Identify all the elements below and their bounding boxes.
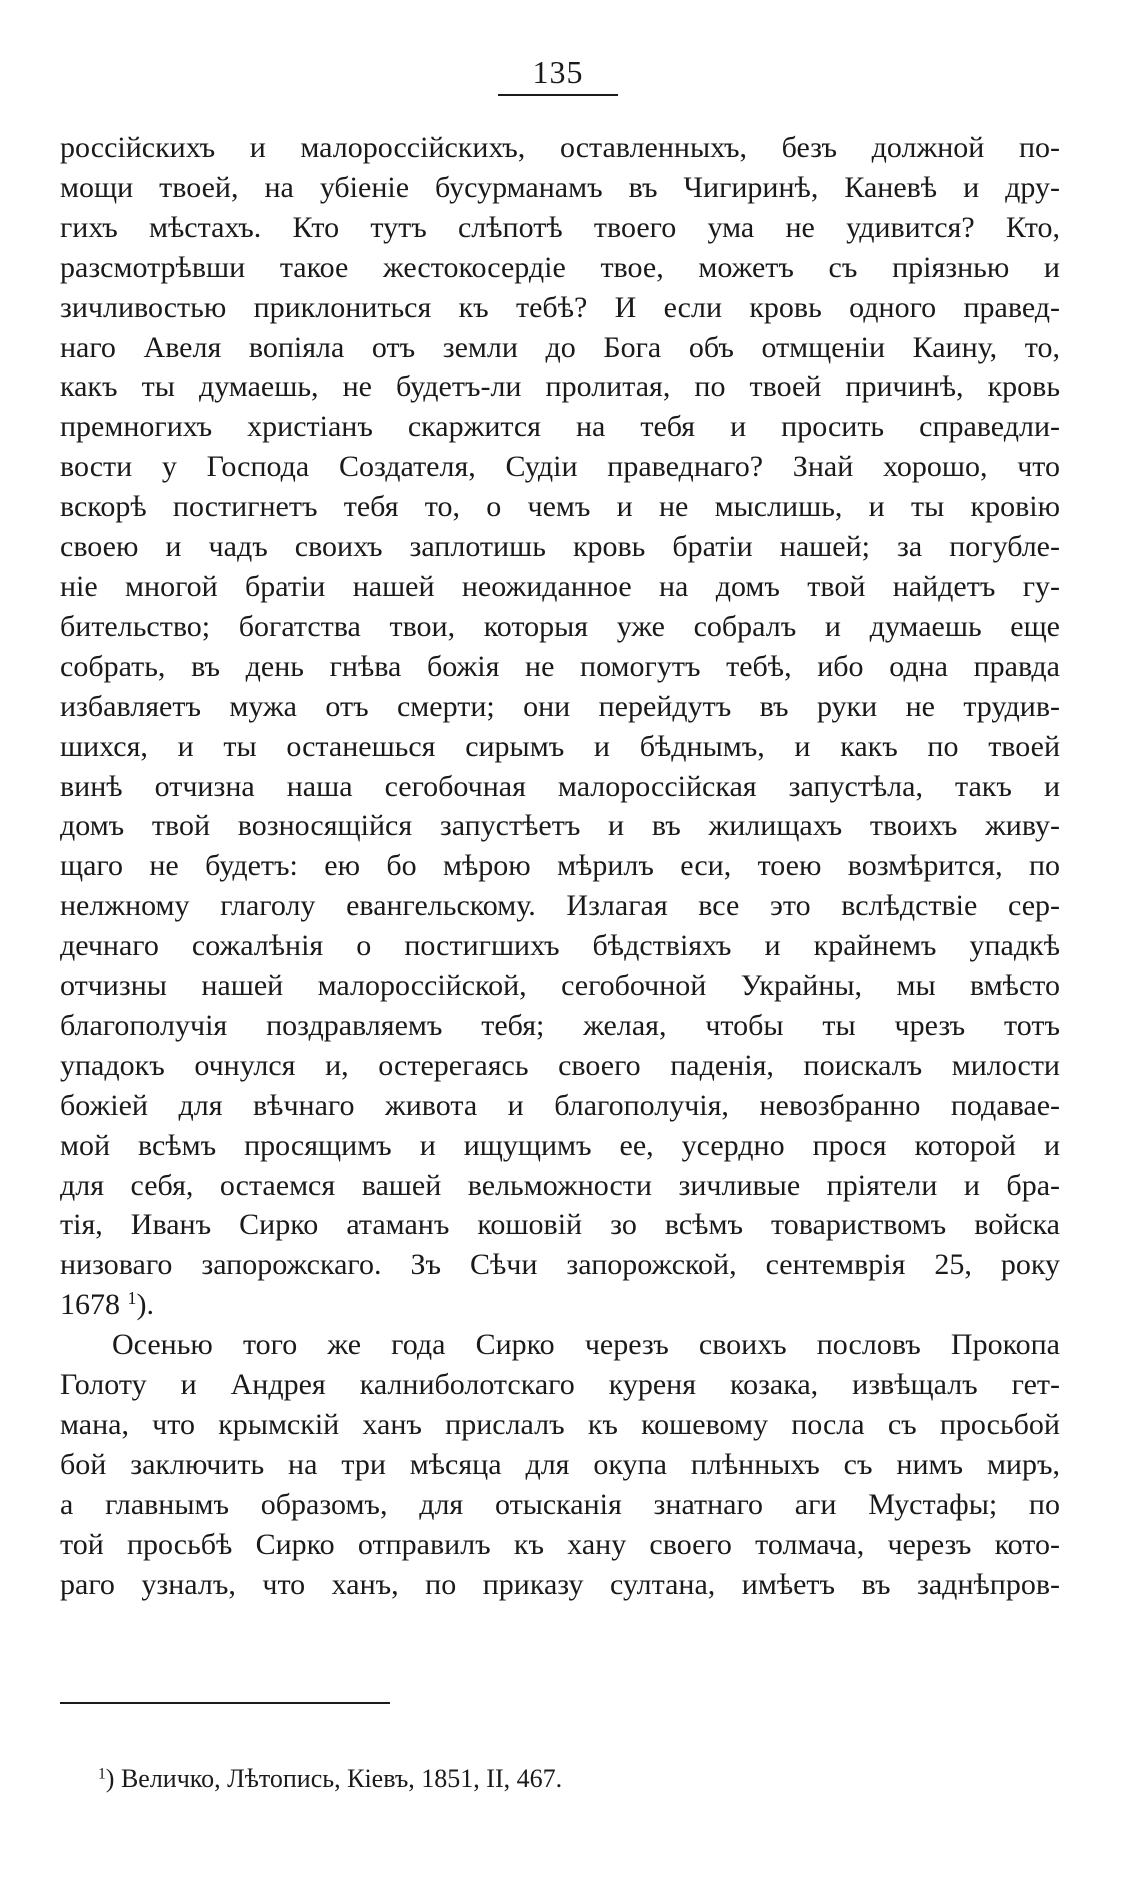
footnote-marker: 1 [98, 1765, 106, 1783]
text-line: тія, Иванъ Сирко атаманъ кошовій зо всѣмъ товариствомъ войска [60, 1208, 1060, 1242]
text-line: той просьбѣ Сирко отправилъ къ хану своего толмача, черезъ кото- [60, 1527, 1060, 1561]
text-line-final [60, 1285, 1060, 1325]
text-line: Голоту и Андрея калниболотскаго куреня козака, извѣщалъ гет- [60, 1368, 1060, 1402]
text-line: благополучія поздравляемъ тебя; желая, чтобы ты чрезъ тотъ [60, 1008, 1060, 1042]
text-line: упадокъ очнулся и, остерегаясь своего паденія, поискалъ милости [60, 1048, 1060, 1082]
text-line: избавляетъ мужа отъ смерти; они перейдутъ въ руки не трудив- [60, 689, 1060, 723]
footnote [98, 1762, 562, 1796]
text-line: а главнымъ образомъ, для отысканія знатнаго аги Мустафы; по [60, 1487, 1060, 1521]
page-number: 135 [532, 54, 584, 90]
text-line: божіей для вѣчнаго живота и благополучія, невозбранно подавае- [60, 1088, 1060, 1122]
text-line: дечнаго сожалѣнія о постигшихъ бѣдствіяхъ и крайнемъ упадкѣ [60, 929, 1060, 963]
text-line: своею и чадъ своихъ заплотишь кровь братіи нашей; за погубле- [60, 530, 1060, 564]
text-line: мана, что крымскій ханъ прислалъ къ кошевому посла съ просьбой [60, 1408, 1060, 1441]
text-line: винѣ отчизна наша сегобочная малороссійская запустѣла, такъ и [60, 769, 1060, 803]
text-line: ніе многой братіи нашей неожиданное на домъ твой найдетъ гу- [60, 569, 1060, 603]
text-line: отчизны нашей малороссійской, сегобочной Украйны, мы вмѣсто [60, 969, 1060, 1003]
text-line: Осенью того же года Сирко черезъ своихъ пословъ Прокопа [112, 1328, 1060, 1362]
paragraph-2 [60, 1325, 1060, 1604]
text-line: зичливостью приклониться къ тебѣ? И если кровь одного правед- [60, 290, 1060, 324]
paragraph-1 [60, 128, 1060, 1325]
footnote-rule [60, 1702, 390, 1704]
text-line: вости у Господа Создателя, Судіи праведнаго? Знай хорошо, что [60, 450, 1060, 484]
footnote-reference: 1 [127, 1288, 137, 1309]
text-line: для себя, остаемся вашей вельможности зичливые пріятели и бра- [60, 1168, 1060, 1202]
text-line: премногихъ христіанъ скаржится на тебя и просить справедли- [60, 410, 1060, 444]
text-line: гихъ мѣстахъ. Кто тутъ слѣпотѣ твоего ума не удивится? Кто, [60, 210, 1060, 244]
text-line: домъ твой возносящійся запустѣетъ и въ жилищахъ твоихъ живу- [60, 809, 1060, 843]
text-line: собрать, въ день гнѣва божія не помогутъ тебѣ, ибо одна правда [60, 649, 1060, 683]
text-line: наго Авеля вопіяла отъ земли до Бога объ отмщеніи Каину, то, [60, 330, 1060, 364]
text-line: мой всѣмъ просящимъ и ищущимъ ее, усердно прося которой и [60, 1128, 1060, 1162]
body-text [60, 128, 1060, 1605]
text-line: шихся, и ты останешься сирымъ и бѣднымъ, и какъ по твоей [60, 729, 1060, 763]
text-line: россійскихъ и малороссійскихъ, оставленныхъ, безъ должной по- [60, 131, 1060, 164]
text-line: вскорѣ постигнетъ тебя то, о чемъ и не мыслишь, и ты кровію [60, 490, 1060, 524]
text-line: щаго не будетъ: ею бо мѣрою мѣрилъ еси, тоею возмѣрится, по [60, 849, 1060, 883]
text-line: какъ ты думаешь, не будетъ-ли пролитая, по твоей причинѣ, кровь [60, 370, 1060, 404]
year-text: 1678 [60, 1288, 120, 1322]
text-line: нелжному глаголу евангельскому. Излагая все это вслѣдствіе сер- [60, 889, 1060, 923]
text-line: раго узналъ, что ханъ, по приказу султана, имѣетъ въ заднѣпров- [60, 1567, 1060, 1601]
text-line: бой заключить на три мѣсяца для окупа плѣнныхъ съ нимъ миръ, [60, 1447, 1060, 1481]
footnote-text: ) Величко, Лѣтопись, Кіевъ, 1851, II, 467. [105, 1764, 563, 1793]
closing-punctuation: ). [136, 1288, 154, 1322]
text-line: разсмотрѣвши такое жестокосердіе твое, можетъ съ пріязнью и [60, 250, 1060, 284]
page-number-rule [498, 94, 618, 96]
text-line: бительство; богатства твои, которыя уже собралъ и думаешь еще [60, 609, 1060, 643]
text-line: мощи твоей, на убіеніе бусурманамъ въ Чигиринѣ, Каневѣ и дру- [60, 170, 1060, 204]
text-line: низоваго запорожскаго. Зъ Сѣчи запорожской, сентемврія 25, року [60, 1248, 1060, 1282]
